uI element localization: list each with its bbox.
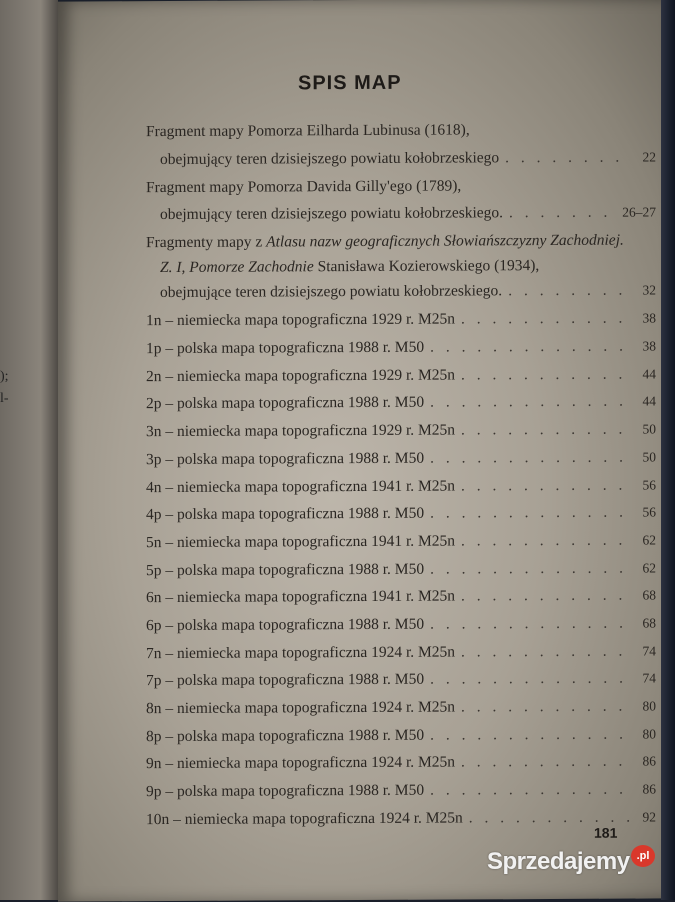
page-ref: 38 (642, 338, 656, 354)
leader-dots (430, 504, 630, 523)
entry-italic: Atlasu nazw geograficznych Słowiańszczyzny Zachodniej. (266, 231, 624, 251)
leader-dots (430, 448, 630, 467)
entry-text: obejmujące teren dzisiejszego powiatu kołobrzeskiego. (160, 282, 503, 302)
background-edge (661, 0, 675, 900)
entry-text: 1n – niemiecka mapa topograficzna 1929 r. M25n (146, 310, 456, 330)
toc-entry (146, 781, 656, 811)
page-ref: 62 (642, 560, 656, 576)
leader-dots (430, 725, 630, 744)
toc-entry (146, 476, 656, 506)
entry-text: obejmujący teren dzisiejszego powiatu kołobrzeskiego (160, 148, 500, 168)
entry-line: Fragment mapy Pomorza Davida Gilly'ego (1789), (146, 177, 462, 196)
entry-text: 7n – niemiecka mapa topograficzna 1924 r. M25n (146, 643, 456, 662)
watermark-badge: .pl (631, 845, 655, 867)
entry-text: 10n – niemiecka mapa topograficzna 1924 r. M25n (146, 809, 463, 828)
entry-text: 8p – polska mapa topograficzna 1988 r. M50 (146, 726, 425, 745)
entry-text: 2n – niemiecka mapa topograficzna 1929 r. M25n (146, 366, 456, 385)
page-number: 181 (594, 824, 618, 841)
page-ref: 32 (642, 282, 656, 298)
entry-text: 6p – polska mapa topograficzna 1988 r. M50 (146, 615, 425, 635)
toc-entry (146, 120, 656, 175)
toc-entry (146, 448, 656, 478)
leader-dots (430, 338, 630, 357)
fragment-line: l- (0, 391, 9, 406)
leader-dots (505, 148, 630, 167)
leader-dots (461, 698, 630, 717)
leader-dots (461, 421, 630, 440)
fragment-line: ); (0, 369, 9, 384)
page-ref: 74 (642, 670, 656, 686)
entry-text: 5p – polska mapa topograficzna 1988 r. M50 (146, 560, 425, 579)
page-ref: 86 (642, 753, 656, 769)
leader-dots (461, 587, 630, 606)
entry-text: 4n – niemiecka mapa topograficzna 1941 r. M25n (146, 477, 456, 496)
entry-text: 3n – niemiecka mapa topograficzna 1929 r. M25n (146, 421, 456, 441)
entry-line (146, 282, 656, 310)
page-ref: 26–27 (622, 204, 656, 221)
leader-dots (430, 615, 630, 634)
page-ref: 68 (642, 587, 656, 603)
page-ref: 74 (642, 643, 656, 659)
entry-text: 2p – polska mapa topograficzna 1988 r. M50 (146, 394, 425, 413)
toc-entry (146, 614, 656, 644)
page-ref: 50 (642, 449, 656, 465)
entry-text: 9n – niemiecka mapa topograficzna 1924 r. M25n (146, 753, 456, 773)
entry-line (146, 257, 656, 285)
entry-text: 7p – polska mapa topograficzna 1988 r. M50 (146, 670, 425, 690)
entry-line (146, 148, 656, 176)
entry-text: 3p – polska mapa topograficzna 1988 r. M50 (146, 449, 425, 468)
leader-dots (430, 559, 630, 578)
page-ref: 86 (642, 781, 656, 797)
toc-entry (146, 642, 656, 672)
page-title: SPIS MAP (298, 71, 402, 95)
toc-entry (146, 587, 656, 617)
entry-text: obejmujący teren dzisiejszego powiatu kołobrzeskiego. (160, 204, 504, 224)
book-page (58, 0, 664, 902)
leader-dots (430, 393, 630, 412)
toc-entry (146, 504, 656, 534)
toc-entry (146, 393, 656, 423)
toc-entry (146, 808, 656, 838)
left-page-edge (0, 0, 58, 900)
page-ref: 22 (642, 149, 656, 165)
entry-text: 8n – niemiecka mapa topograficzna 1924 r. M25n (146, 698, 456, 718)
page-ref: 80 (642, 726, 656, 742)
toc-entry (146, 310, 656, 340)
toc-entry (146, 365, 656, 395)
toc-entry (146, 725, 656, 755)
page-ref: 44 (642, 393, 656, 409)
leader-dots (461, 531, 630, 550)
toc-entry (146, 176, 656, 231)
entry-italic: Z. I, Pomorze Zachodnie (160, 258, 314, 277)
table-of-maps (146, 120, 656, 838)
toc-entry (146, 559, 656, 589)
page-ref: 80 (642, 698, 656, 714)
leader-dots (461, 310, 630, 329)
page-ref: 44 (642, 366, 656, 382)
entry-line (146, 232, 656, 260)
page-ref: 38 (642, 310, 656, 326)
entry-text: 9p – polska mapa topograficzna 1988 r. M50 (146, 781, 425, 801)
entry-text: 6n – niemiecka mapa topograficzna 1941 r. M25n (146, 587, 456, 607)
leader-dots (461, 365, 630, 384)
entry-text: 4p – polska mapa topograficzna 1988 r. M50 (146, 504, 425, 524)
map-entries (146, 310, 656, 839)
leader-dots (509, 204, 616, 223)
entry-text: Stanisława Kozierowskiego (1934), (317, 257, 540, 276)
page-ref: 56 (642, 504, 656, 520)
toc-entry (146, 531, 656, 561)
page-ref: 92 (642, 809, 656, 825)
leader-dots (508, 282, 630, 301)
leader-dots (430, 781, 630, 800)
entry-text: 5n – niemiecka mapa topograficzna 1941 r. M25n (146, 532, 456, 552)
toc-entry (146, 697, 656, 727)
entry-line (146, 204, 656, 232)
page-ref: 50 (642, 421, 656, 437)
page-ref: 62 (642, 532, 656, 548)
leader-dots (430, 670, 630, 689)
toc-entry (146, 670, 656, 700)
leader-dots (461, 642, 630, 661)
toc-entry (146, 753, 656, 783)
toc-entry (146, 232, 656, 310)
entry-line: Fragment mapy Pomorza Eilharda Lubinusa (1618), (146, 121, 470, 141)
page-ref: 68 (642, 615, 656, 631)
toc-entry (146, 421, 656, 451)
left-page-fragment (0, 366, 9, 410)
page-ref: 56 (642, 476, 656, 493)
leader-dots (461, 753, 630, 772)
leader-dots (461, 476, 630, 495)
entry-text: Fragmenty mapy z (146, 233, 263, 252)
toc-entry (146, 338, 656, 368)
entry-text: 1p – polska mapa topograficzna 1988 r. M50 (146, 338, 425, 358)
watermark-logo: Sprzedajemy (487, 848, 630, 875)
